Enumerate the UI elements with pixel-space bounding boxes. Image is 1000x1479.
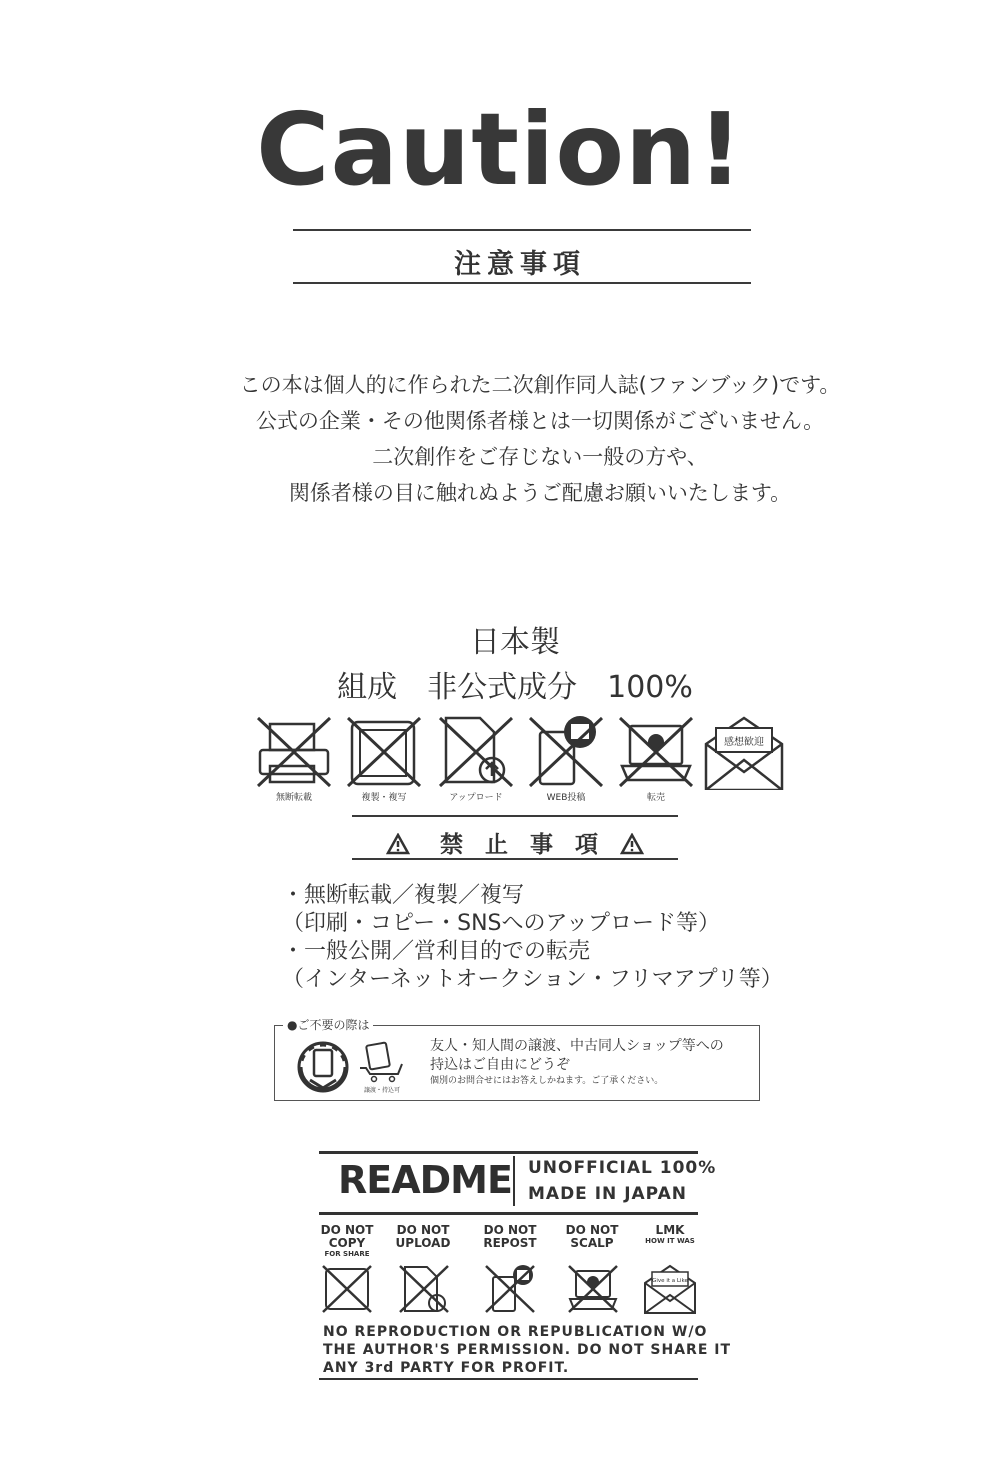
readme-caption-small: FOR SHARE: [324, 1250, 370, 1258]
cart-icon: [358, 1040, 404, 1084]
readme-icon: [483, 1263, 537, 1315]
divider: [319, 1378, 698, 1380]
disposal-note: 個別のお問合せにはお答えしかねます。ご了承ください。: [430, 1076, 664, 1086]
disposal-text: [430, 1037, 724, 1075]
envelope-icon: [702, 712, 786, 790]
copy-crossed-icon: [320, 1263, 374, 1315]
envelope-label: Give it a Like: [652, 1278, 688, 1284]
care-icon-caption: 転売: [646, 793, 665, 803]
care-icon-caption: 複製・複写: [361, 793, 407, 803]
prohibited-item: （印刷・コピー・SNSへのアップロード等）: [282, 911, 720, 936]
warning-icon: [386, 833, 410, 855]
footer-line: ANY 3rd PARTY FOR PROFIT.: [323, 1360, 570, 1376]
readme-title: README: [338, 1158, 512, 1202]
intro-line: 関係者様の目に触れぬようご配慮お願いいたします。: [288, 481, 792, 505]
prohibited-item: ・一般公開／営利目的での転売: [282, 939, 591, 964]
readme-caption-text: DO NOT SCALP: [565, 1223, 619, 1250]
resale-crossed-icon: [614, 712, 698, 790]
care-icon-item: [524, 712, 608, 808]
disposal-line: 持込はご自由にどうぞ: [430, 1057, 570, 1073]
readme-icon-caption: [552, 1224, 632, 1250]
care-icon-item: [434, 712, 518, 808]
care-icon-item: [342, 712, 426, 808]
intro-text: [0, 367, 1000, 511]
intro-line: この本は個人的に作られた二次創作同人誌(ファンブック)です。: [239, 373, 841, 397]
intro-line: 公式の企業・その他関係者様とは一切関係がございません。: [255, 409, 825, 433]
readme-divider: [513, 1156, 515, 1206]
footer-line: NO REPRODUCTION OR REPUBLICATION W/O: [323, 1324, 708, 1340]
prohibited-item: （インターネットオークション・フリマアプリ等）: [282, 967, 783, 992]
readme-icon: [566, 1263, 620, 1315]
disposal-label: ●ご不要の際は: [283, 1016, 373, 1033]
intro-line: 二次創作をご存じない一般の方や、: [372, 445, 708, 469]
divider: [293, 282, 751, 284]
footer-line: THE AUTHOR'S PERMISSION. DO NOT SHARE IT: [323, 1342, 732, 1358]
web-post-crossed-icon: [524, 712, 608, 790]
care-icon-caption: アップロード: [449, 793, 503, 803]
prohibited-heading-text: 禁止事項: [440, 832, 620, 858]
readme-caption-text: LMK: [655, 1223, 685, 1237]
repost-crossed-icon: [483, 1263, 537, 1315]
readme-caption-small: HOW IT WAS: [645, 1237, 695, 1245]
prohibited-list: [282, 882, 783, 994]
printer-crossed-icon: [252, 712, 336, 790]
copy-crossed-icon: [342, 712, 426, 790]
readme-line: UNOFFICIAL 100%: [528, 1158, 717, 1178]
care-icon-caption: WEB投稿: [546, 793, 586, 803]
readme-icon: [643, 1263, 697, 1315]
divider: [293, 229, 751, 231]
care-icon-item: [252, 712, 336, 808]
made-in-label: 日本製: [470, 625, 560, 660]
readme-caption-text: DO NOT UPLOAD: [395, 1223, 451, 1250]
upload-crossed-icon: [397, 1263, 451, 1315]
scalp-crossed-icon: [566, 1263, 620, 1315]
readme-icon-caption: [383, 1224, 463, 1250]
care-icons-row: [252, 712, 792, 808]
page-title: Caution!: [256, 91, 744, 208]
cart-caption: 譲渡・持込可: [363, 1087, 400, 1094]
composition-label: 組成 非公式成分 100%: [337, 670, 693, 705]
envelope-label: 感想歓迎: [724, 737, 764, 748]
recycle-icon: [296, 1040, 350, 1094]
disposal-line: 友人・知人間の譲渡、中古同人ショップ等への: [430, 1038, 724, 1054]
care-icon-item: [614, 712, 698, 808]
prohibited-item: ・無断転載／複製／複写: [282, 883, 525, 908]
care-icon-item: [702, 712, 782, 808]
envelope-icon: [643, 1263, 697, 1315]
divider: [352, 858, 678, 860]
care-icon-caption: 無断転載: [275, 793, 312, 803]
divider: [352, 815, 678, 817]
readme-icon: [397, 1263, 451, 1315]
readme-icon-caption: [307, 1224, 387, 1259]
readme-icon-caption: [470, 1224, 550, 1250]
prohibited-heading: [352, 826, 678, 859]
upload-crossed-icon: [434, 712, 518, 790]
section-subtitle: 注意事項: [454, 249, 586, 280]
readme-caption-text: DO NOT COPY: [320, 1223, 374, 1250]
readme-footer: [323, 1323, 731, 1377]
readme-line: MADE IN JAPAN: [528, 1184, 687, 1204]
readme-caption-text: DO NOT REPOST: [483, 1223, 537, 1250]
warning-icon: [620, 833, 644, 855]
readme-icon-caption: [630, 1224, 710, 1246]
readme-icon: [320, 1263, 374, 1315]
